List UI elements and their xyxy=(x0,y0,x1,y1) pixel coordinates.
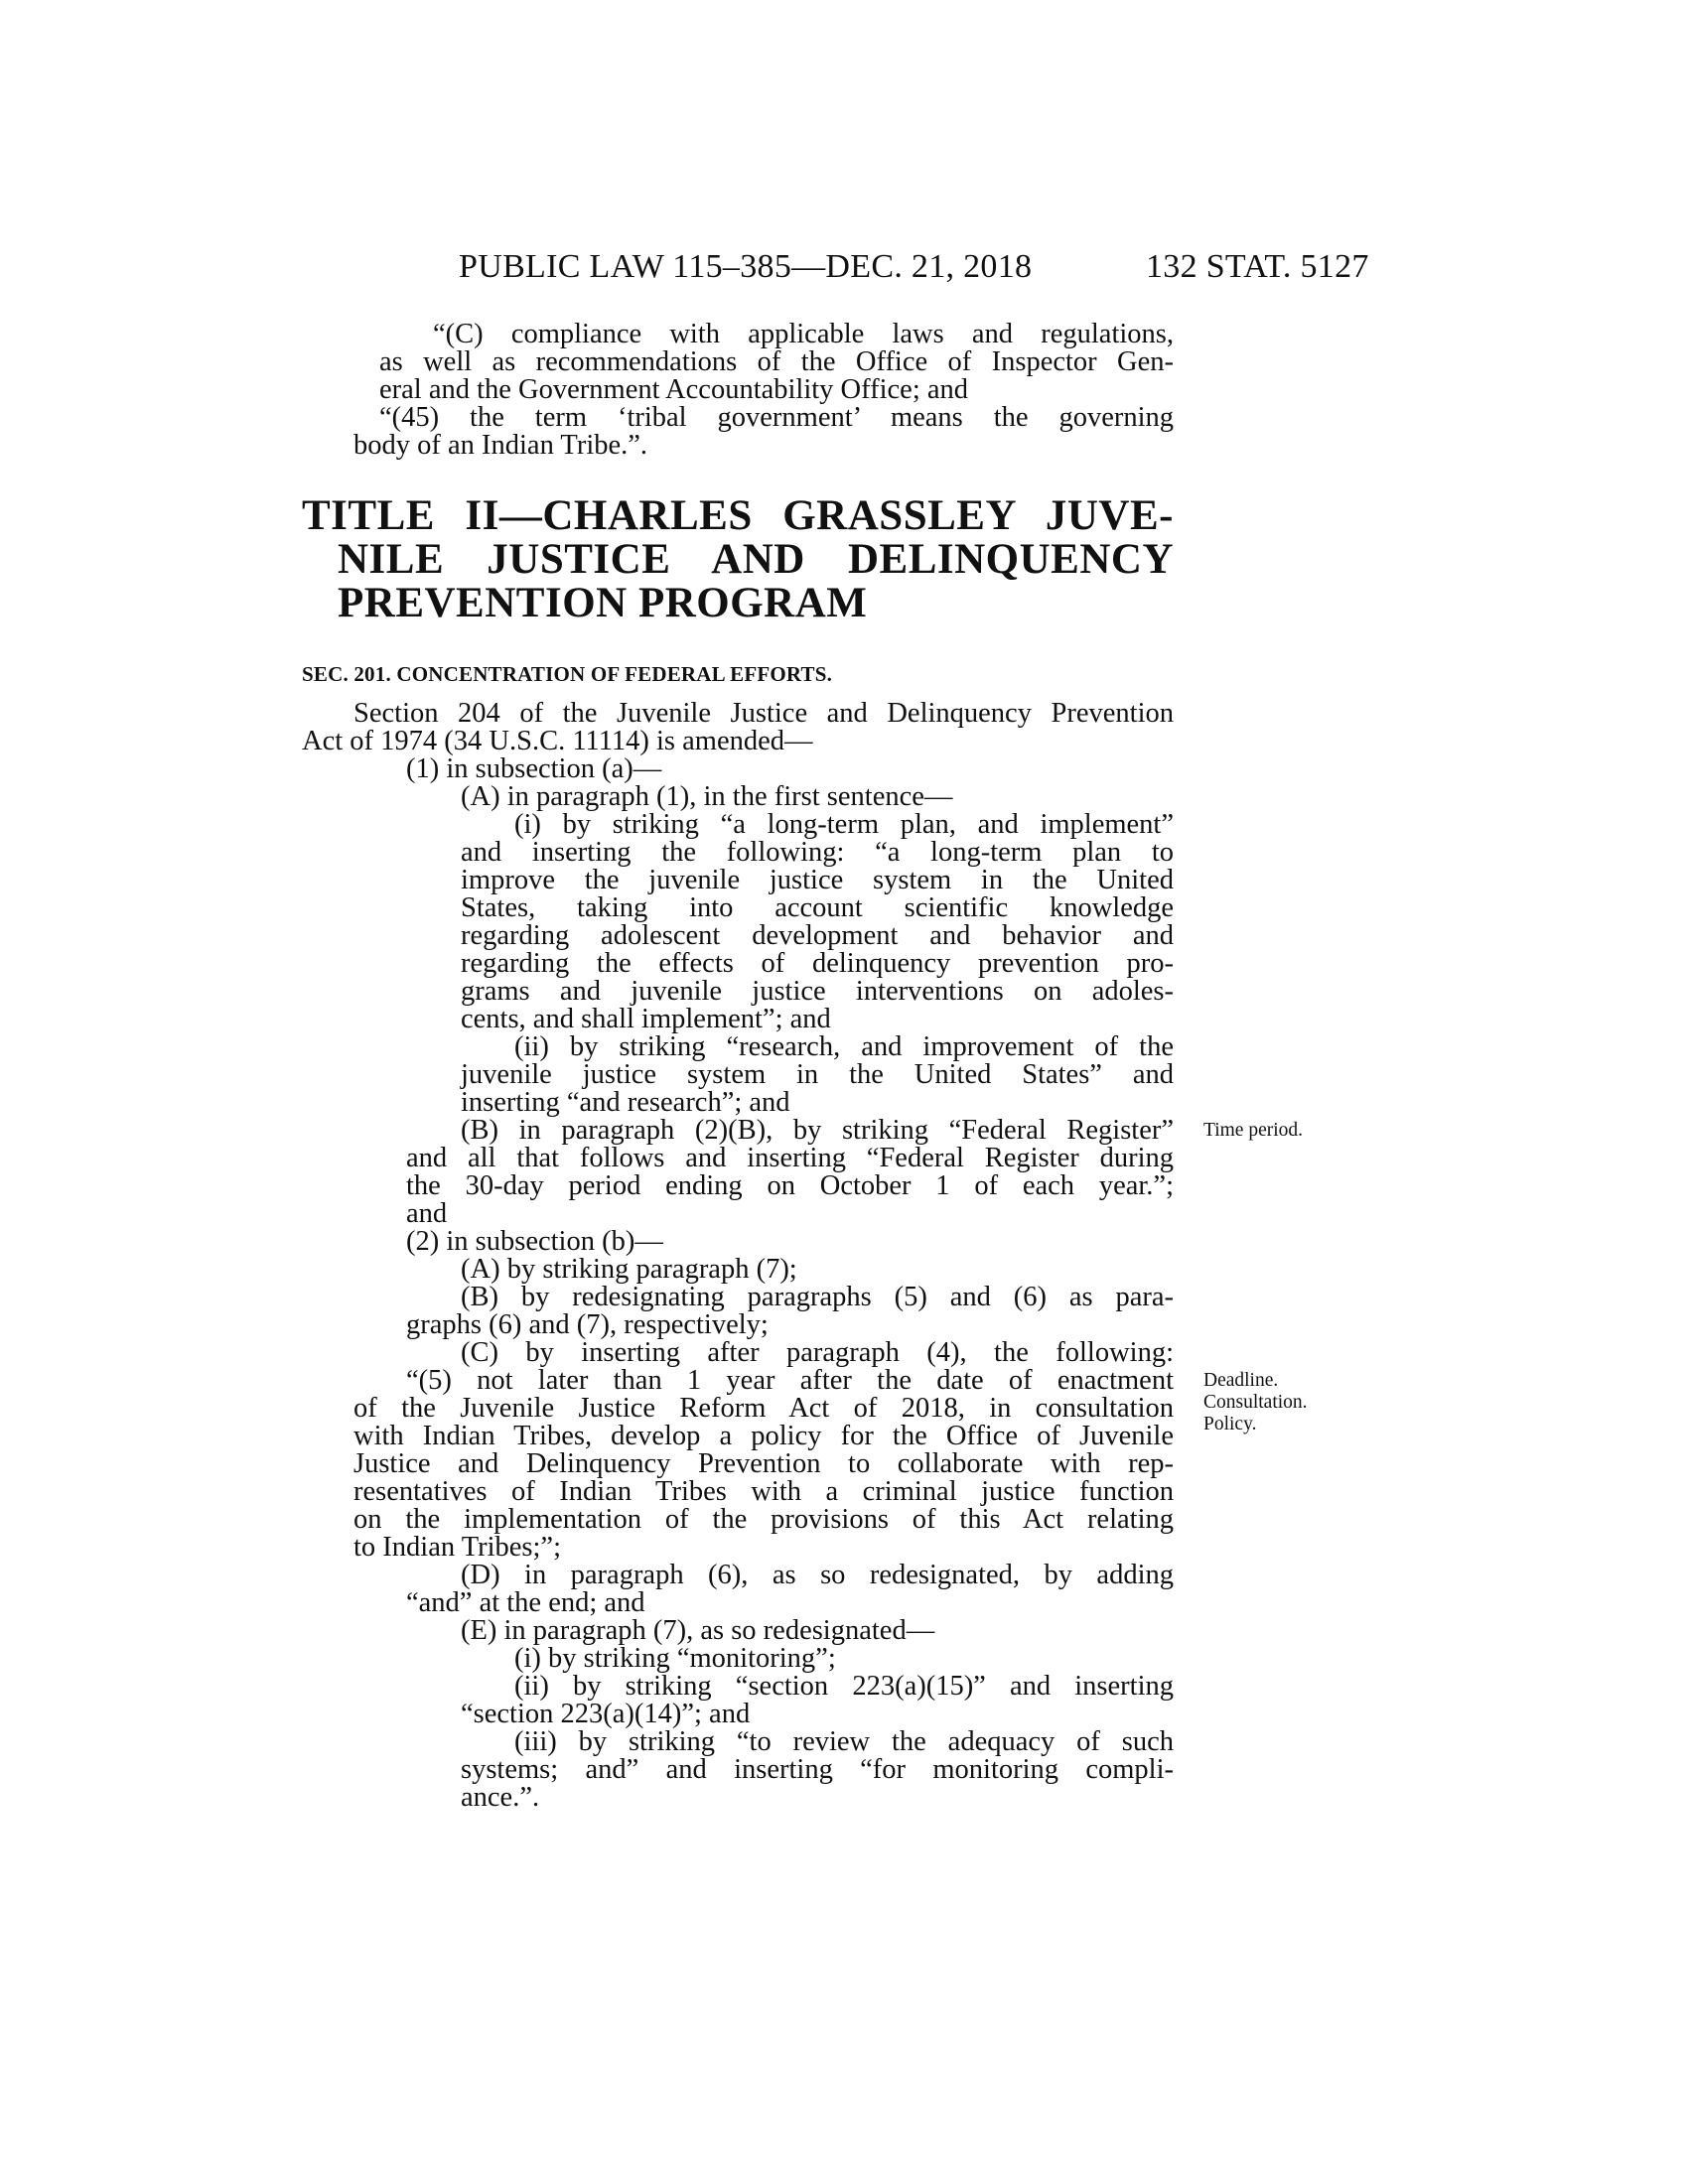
body-line: “and” at the end; and xyxy=(406,1587,645,1618)
body-line: (B) in paragraph (2)(B), by striking “Federal Register” xyxy=(461,1115,1174,1146)
body-line: (A) by striking paragraph (7); xyxy=(461,1254,797,1285)
body-line: and inserting the following: “a long-term plan to xyxy=(461,837,1174,868)
body-line: (C) by inserting after paragraph (4), the following: xyxy=(461,1337,1174,1368)
carryover-line: “(45) the term ‘tribal government’ means the governing xyxy=(379,402,1174,433)
body-line: systems; and” and inserting “for monitoring compli- xyxy=(461,1754,1174,1785)
carryover-line: “(C) compliance with applicable laws and regulations, xyxy=(433,319,1174,349)
body-line: (i) by striking “monitoring”; xyxy=(514,1643,836,1674)
title-heading: TITLE II—CHARLES GRASSLEY JUVE- xyxy=(302,492,1174,539)
body-line: ance.”. xyxy=(461,1782,540,1813)
carryover-line: as well as recommendations of the Office of Inspector Gen- xyxy=(379,346,1174,377)
body-line: inserting “and research”; and xyxy=(461,1087,790,1118)
body-line: Act of 1974 (34 U.S.C. 11114) is amended— xyxy=(302,726,813,756)
body-line: (ii) by striking “research, and improvement of the xyxy=(514,1031,1174,1062)
margin-note-policy: Policy. xyxy=(1203,1414,1257,1434)
body-line: improve the juvenile justice system in the United xyxy=(461,865,1174,895)
body-line: graphs (6) and (7), respectively; xyxy=(406,1309,769,1340)
body-line: “(5) not later than 1 year after the date of enactment xyxy=(406,1365,1174,1396)
carryover-line: eral and the Government Accountability Office; and xyxy=(379,374,969,405)
body-line: (2) in subsection (b)— xyxy=(406,1226,663,1257)
body-line: resentatives of Indian Tribes with a criminal justice function xyxy=(353,1476,1174,1507)
body-line: (1) in subsection (a)— xyxy=(406,753,662,784)
body-line: the 30-day period ending on October 1 of each year.”; xyxy=(406,1170,1174,1201)
running-header-stat: 132 STAT. 5127 xyxy=(1146,248,1369,285)
section-heading: SEC. 201. CONCENTRATION OF FEDERAL EFFORTS. xyxy=(302,662,833,686)
body-line: (ii) by striking “section 223(a)(15)” and inserting xyxy=(514,1671,1174,1702)
body-line: of the Juvenile Justice Reform Act of 2018, in consultation xyxy=(353,1393,1174,1424)
body-line: grams and juvenile justice interventions on adoles- xyxy=(461,976,1174,1007)
margin-note-deadline: Deadline. xyxy=(1203,1370,1279,1391)
body-line: regarding adolescent development and behavior and xyxy=(461,920,1174,951)
margin-note-consultation: Consultation. xyxy=(1203,1392,1308,1413)
body-line: cents, and shall implement”; and xyxy=(461,1004,831,1034)
title-heading: PREVENTION PROGRAM xyxy=(338,580,868,626)
body-line: and xyxy=(406,1198,448,1229)
body-line: with Indian Tribes, develop a policy for the Office of Juvenile xyxy=(353,1421,1174,1451)
carryover-line: body of an Indian Tribe.”. xyxy=(353,430,648,461)
body-line: (iii) by striking “to review the adequacy of such xyxy=(514,1726,1174,1757)
body-line: regarding the effects of delinquency prevention pro- xyxy=(461,948,1174,979)
margin-note-time-period: Time period. xyxy=(1203,1120,1304,1141)
body-line: to Indian Tribes;”; xyxy=(353,1532,562,1563)
body-line: Section 204 of the Juvenile Justice and Delinquency Prevention xyxy=(353,698,1174,729)
body-line: (D) in paragraph (6), as so redesignated, by adding xyxy=(461,1560,1174,1590)
body-line: Justice and Delinquency Prevention to collaborate with rep- xyxy=(353,1448,1174,1479)
body-line: (i) by striking “a long-term plan, and implement” xyxy=(514,809,1174,840)
running-header-law: PUBLIC LAW 115–385—DEC. 21, 2018 xyxy=(459,248,1033,285)
body-line: States, taking into account scientific knowledge xyxy=(461,892,1174,923)
body-line: and all that follows and inserting “Federal Register during xyxy=(406,1143,1174,1173)
body-line: “section 223(a)(14)”; and xyxy=(461,1699,751,1729)
body-line: (A) in paragraph (1), in the first sentence— xyxy=(461,781,953,812)
title-heading: NILE JUSTICE AND DELINQUENCY xyxy=(338,536,1174,583)
body-line: on the implementation of the provisions of this Act relating xyxy=(353,1504,1174,1535)
body-line: (B) by redesignating paragraphs (5) and (6) as para- xyxy=(461,1282,1174,1312)
body-line: juvenile justice system in the United States” and xyxy=(461,1059,1174,1090)
body-line: (E) in paragraph (7), as so redesignated— xyxy=(461,1615,935,1646)
